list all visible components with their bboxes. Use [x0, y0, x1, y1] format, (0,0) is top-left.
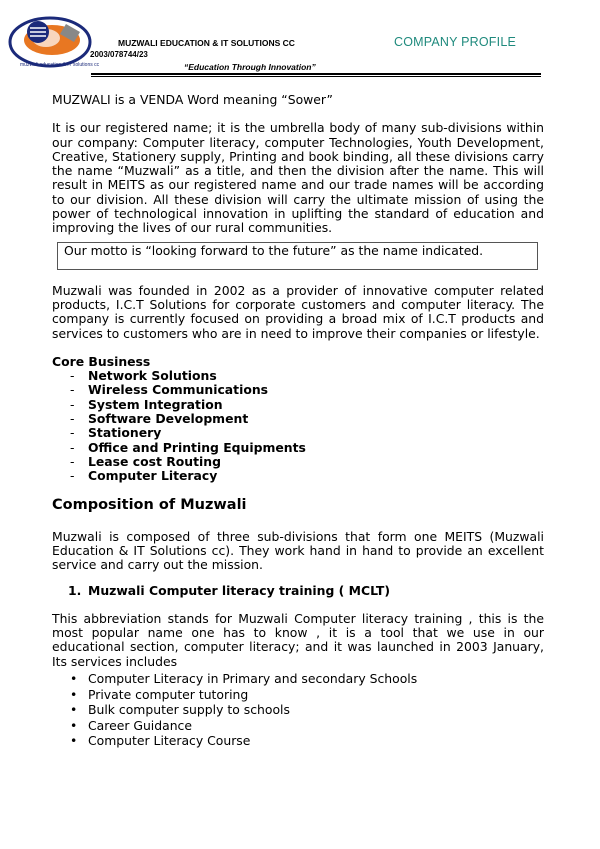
list-item: - Lease cost Routing — [70, 453, 221, 469]
header-divider — [91, 73, 541, 75]
list-item: • Computer Literacy in Primary and secondary Schools — [70, 670, 418, 686]
registration-number: 2003/078744/23 — [90, 50, 148, 59]
section-number: 1. — [68, 583, 82, 599]
list-item: - Stationery — [70, 425, 162, 441]
list-item: - Office and Printing Equipments — [70, 439, 306, 455]
list-item: • Computer Literacy Course — [70, 733, 251, 749]
list-item: • Bulk computer supply to schools — [70, 702, 290, 718]
section-title: Muzwali Computer literacy training ( MCLT) — [88, 583, 391, 599]
intro-line: MUZWALI is a VENDA Word meaning “Sower” — [52, 92, 333, 107]
list-item: - Software Development — [70, 411, 249, 427]
company-logo — [6, 2, 92, 70]
list-item: - Computer Literacy — [70, 468, 218, 484]
motto-box — [57, 242, 538, 270]
section-heading — [68, 584, 544, 598]
core-business-list — [52, 369, 544, 483]
composition-text: Muzwali is composed of three sub-divisions that form one MEITS (Muzwali Education & IT Solutions cc). They work hand in hand to provide an excellent service and carry out the mission. — [52, 528, 544, 573]
composition-heading: Composition of Muzwali — [52, 496, 247, 513]
core-business-title: Core Business — [52, 353, 151, 369]
document-body — [52, 93, 544, 749]
list-item: • Private computer tutoring — [70, 686, 249, 702]
motto-text: Our motto is “looking forward to the future” as the name indicated. — [64, 242, 484, 258]
section-text: This abbreviation stands for Muzwali Computer literacy training , this is the most popular name one has to know , it is a tool that we use in our educational section, computer literacy; and it was launched in 2003 January, Its services includes — [52, 610, 544, 669]
document-type-label: COMPANY PROFILE — [394, 35, 517, 49]
paragraph-registered-name: It is our registered name; it is the umbrella body of many sub-divisions within our company: Computer literacy, computer Technologies, Youth Development, Creative, Stationery supply, Printing and book binding, all these divisions carry the name “Muzwali” as a title, and then the division after the name. This will result in MEITS as our registered name and our trade names will be according to our division. All these division will carry the ultimate mission of using the power of technological innovation in uplifting the standard of education and improving the lives of our rural communities. — [52, 120, 544, 236]
list-item: - Wireless Communications — [70, 382, 269, 398]
list-item: - Network Solutions — [70, 368, 217, 384]
logo-caption: muzwali education & IT solutions cc — [20, 62, 100, 68]
paragraph-founded: Muzwali was founded in 2002 as a provider of innovative computer related products, I.C.T Solutions for corporate customers and computer literacy. The company is currently focused on providing a broad mix of I.C.T products and services to customers who are in need to improve their companies or lifestyle. — [52, 282, 544, 341]
list-item: - System Integration — [70, 396, 223, 412]
company-tagline: “Education Through Innovation” — [184, 62, 316, 72]
list-item: • Career Guidance — [70, 717, 192, 733]
company-name: MUZWALI EDUCATION & IT SOLUTIONS CC — [118, 38, 295, 48]
services-list — [52, 671, 544, 749]
header-divider-thin — [91, 76, 541, 77]
